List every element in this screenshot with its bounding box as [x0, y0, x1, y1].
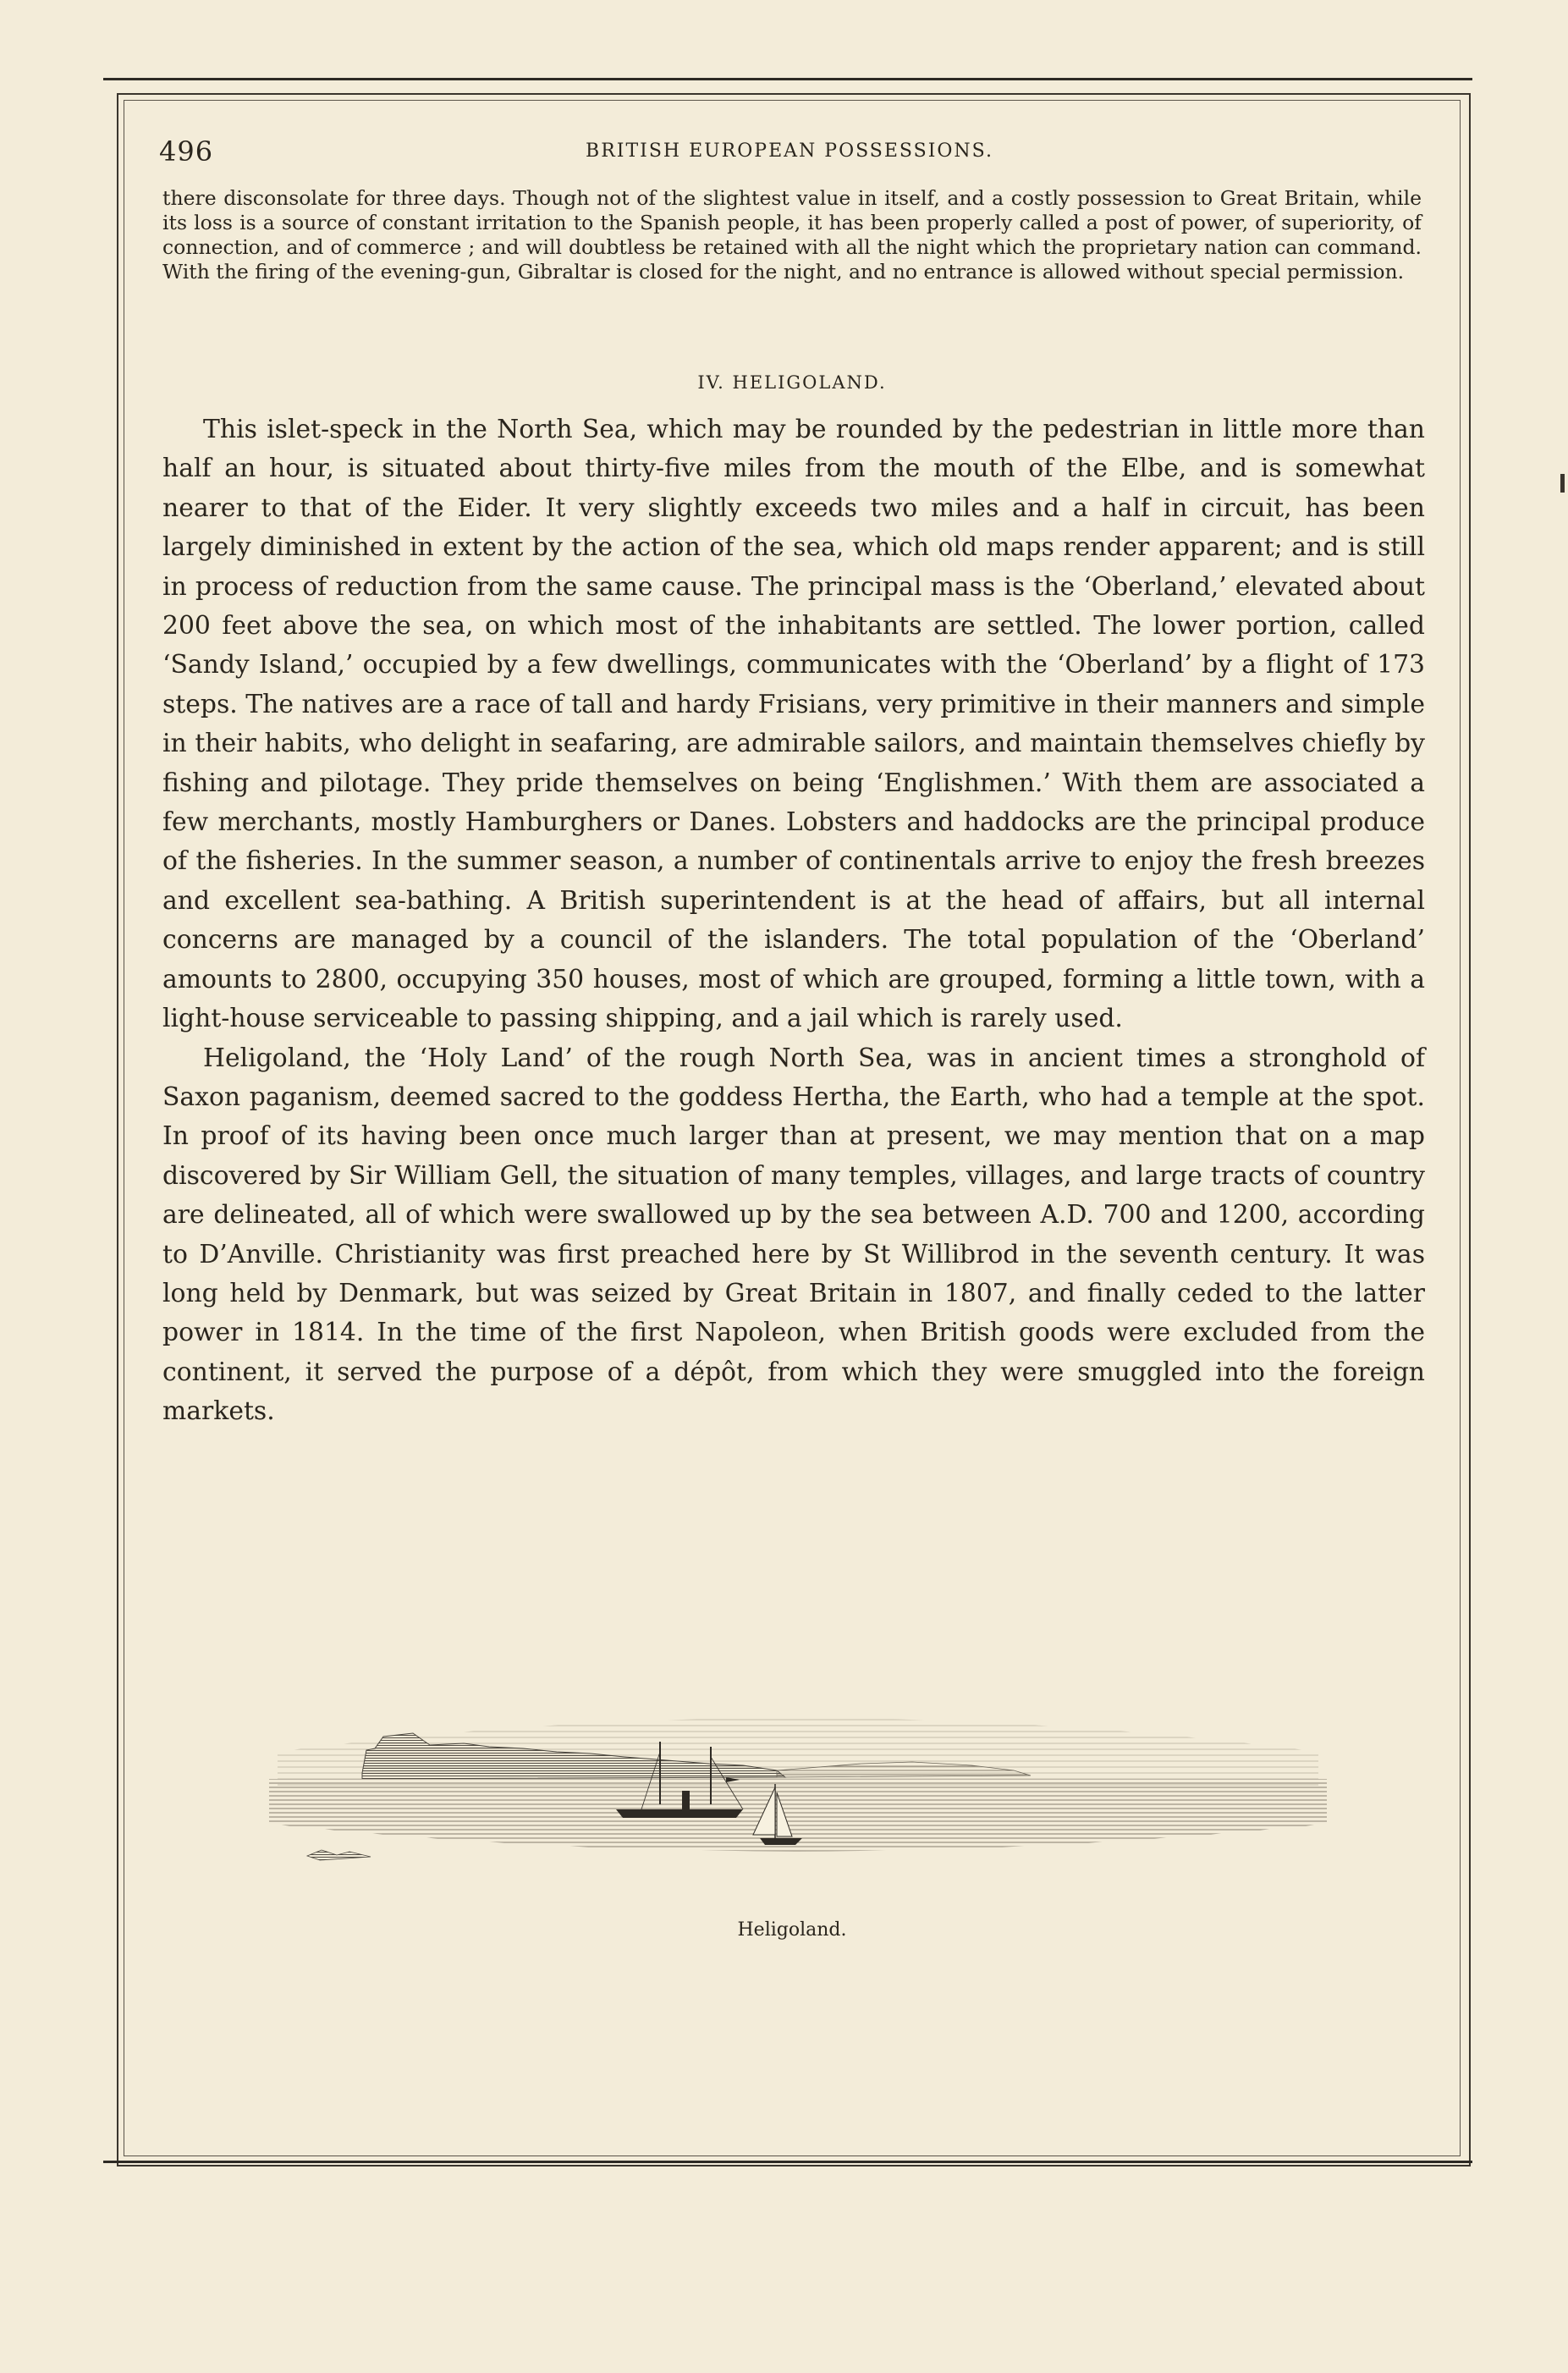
edge-mark: [1560, 474, 1565, 493]
intro-paragraph: there disconsolate for three days. Though not of the slightest value in itself, and a costly possession to Great Britain, while its loss is a source of constant irritation to the Spanish people, it has been properly called a post of power, of superiority, of connection, and of commerce ; and will doubtless be retained with all the night which the proprietary nation can command. With the firing of the evening-gun, Gibraltar is closed for the night, and no entrance is allowed without special permission.: [162, 186, 1422, 284]
top-rule: [103, 78, 1472, 80]
bottom-rule: [103, 2161, 1472, 2163]
paragraph-oberland: This islet-speck in the North Sea, which may be rounded by the pedestrian in little more than half an hour, is situated about thirty-five miles from the mouth of the Elbe, and is somewhat nearer to that of the Eider. It very slightly exceeds two miles and a half in circuit, has been largely diminished in extent by the action of the sea, which old maps render apparent; and is still in process of reduction from the same cause. The principal mass is the ‘Oberland,’ elevated about 200 feet above the sea, on which most of the inhabitants are settled. The lower portion, called ‘Sandy Island,’ occupied by a few dwellings, communicates with the ‘Oberland’ by a flight of 173 steps. The natives are a race of tall and hardy Frisians, very primitive in their manners and simple in their habits, who delight in seafaring, are admirable sailors, and maintain themselves chiefly by fishing and pilotage. They pride themselves on being ‘Englishmen.’ With them are associated a few merchants, mostly Hamburghers or Danes. Lobsters and haddocks are the principal produce of the fisheries. In the summer season, a number of continentals arrive to enjoy the fresh breezes and excellent sea-bathing. A British superintendent is at the head of affairs, but all internal concerns are managed by a council of the islanders. The total population of the ‘Oberland’ amounts to 2800, occupying 350 houses, most of which are grouped, forming a little town, with a light-house serviceable to passing shipping, and a jail which is rarely used.: [162, 415, 1425, 1034]
heligoland-engraving: [269, 1676, 1327, 1879]
engraving-svg: [269, 1676, 1327, 1879]
foreground-rocks: [307, 1850, 371, 1860]
page-number: 496: [159, 135, 214, 168]
page-header: [159, 135, 1420, 169]
running-head: BRITISH EUROPEAN POSSESSIONS.: [586, 140, 993, 162]
body-text: [162, 410, 1425, 1432]
illustration-caption: Heligoland.: [737, 1919, 847, 1941]
paragraph-history: Heligoland, the ‘Holy Land’ of the rough North Sea, was in ancient times a stronghold of Saxon paganism, deemed sacred to the goddess Hertha, the Earth, who had a temple at the spot. In proof of its having been once much larger than at present, we may mention that on a map discovered by Sir William Gell, the situation of many temples, villages, and large tracts of country are delineated, all of which were swallowed up by the sea between A.D. 700 and 1200, according to D’Anville. Christianity was first preached here by St Willibrod in the seventh century. It was long held by Denmark, but was seized by Great Britain in 1807, and finally ceded to the latter power in 1814. In the time of the first Napoleon, when British goods were excluded from the continent, it served the purpose of a dépôt, from which they were smuggled into the foreign markets.: [162, 1043, 1425, 1427]
section-heading: IV. HELIGOLAND.: [697, 372, 887, 393]
